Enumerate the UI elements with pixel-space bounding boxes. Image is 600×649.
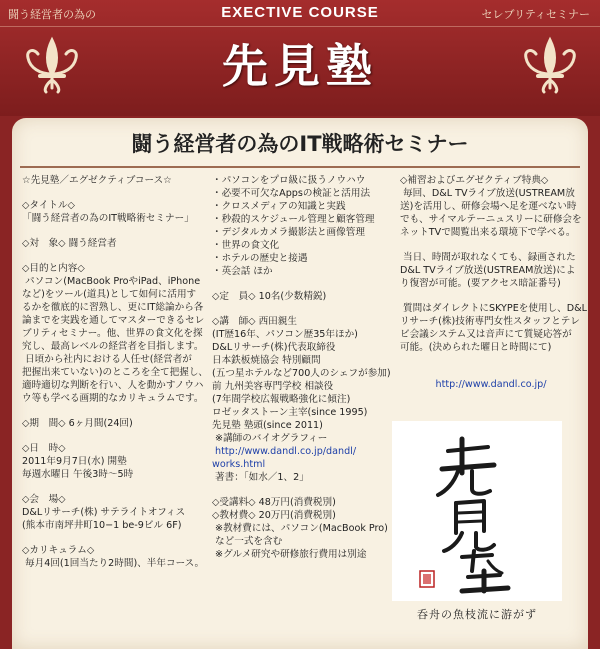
text-line: ◇会 場◇ [22, 494, 66, 505]
text-line: (7年間学校広報戦略強化に傾注) [212, 394, 351, 405]
text-line: ・デジタルカメラ撮影法と画像管理 [212, 227, 365, 238]
text-line: など一式を含む [212, 536, 283, 547]
text-line: ◇タイトル◇ [22, 200, 75, 211]
website-link[interactable]: http://www.dandl.co.jp/ [435, 379, 547, 390]
title-rule [20, 166, 580, 168]
main-title: 先見塾 [222, 39, 378, 93]
course-title: EXECTIVE COURSE [221, 4, 379, 21]
spacer [22, 250, 200, 262]
text-line: 可能。(決められた曜日と時間にて) [400, 342, 552, 353]
text-line: ☆先見塾／エグゼクティブコース☆ [22, 175, 172, 186]
text-line: ※教材費には、パソコン(MacBook Pro) [212, 523, 388, 534]
text-line: 論までを実践を通してマスターできるセレ [22, 315, 205, 326]
text-line: (熊本市南坪井町10−1 be-9ビル 6F) [22, 520, 182, 531]
text-line: ・必要不可欠なAppsの検証と活用法 [212, 188, 371, 199]
text-line: 質問はダイレクトにSKYPEを使用し、D&L [400, 303, 587, 314]
text-line: ◇講 師◇ 西田親生 [212, 316, 297, 327]
spacer [22, 187, 200, 199]
header-tagline-left: 闘う経営者の為の [8, 8, 96, 21]
biography-link[interactable]: http://www.dandl.co.jp/dandl/ [212, 446, 357, 457]
text-line: 把握出来ていない)のところを全て把握し、 [22, 367, 209, 378]
text-line: ※講師のバイオグラフィー [212, 433, 328, 444]
header-divider [0, 26, 600, 27]
text-line: 毎週水曜日 午後3時〜5時 [22, 469, 134, 480]
text-line: でも、サイマルテーニュスリーに研修会を [400, 214, 582, 225]
text-line: ※グルメ研究や研修旅行費用は別途 [212, 549, 367, 560]
text-line: ◇日 時◇ [22, 443, 66, 454]
column-right [400, 174, 587, 391]
text-line: ・英会話 ほか [212, 266, 273, 277]
spacer [22, 405, 200, 417]
text-line: ウ等も学べる画期的なカリキュラムです。 [22, 393, 204, 404]
text-line: (五つ星ホテルなど700人のシェフが参加) [212, 368, 391, 379]
text-line: (IT歴16年、パソコン歴35年ほか) [212, 329, 358, 340]
text-line: 日本鉄板焼協会 特別顧問 [212, 355, 321, 366]
text-line: るかを徹底的に習熟し、更にIT総論から各 [22, 302, 204, 313]
text-line: ◇定 員◇ 10名(少数精鋭) [212, 291, 327, 302]
text-line: ◇受講料◇ 48万円(消費税別) [212, 497, 336, 508]
column-left [22, 174, 209, 570]
text-line: 送)を活用し、研修会場へ足を運べない時 [400, 201, 577, 212]
text-line: ◇補習およびエグゼクティブ特典◇ [400, 175, 549, 186]
text-line: ・ホテルの歴史と接遇 [212, 253, 308, 264]
text-line: D&L TVライブ放送(USTREAM放送)によ [400, 265, 576, 276]
spacer [212, 303, 390, 315]
seminar-title: 闘う経営者の為のIT戦略術セミナー [131, 132, 469, 156]
spacer [22, 225, 200, 237]
text-line: ネットTVで閲覧出来る環境下で学べる。 [400, 227, 576, 238]
spacer [212, 278, 390, 290]
calligraphy-caption: 呑舟の魚枝流に游がず [417, 608, 537, 621]
text-line: ロゼッタストーン主宰(since 1995) [212, 407, 368, 418]
column-middle [212, 174, 390, 561]
text-line: 当日、時間が取れなくても、録画された [400, 252, 576, 263]
text-line: 毎回、D&L TVライブ放送(USTREAM放 [400, 188, 575, 199]
content-panel [12, 118, 588, 649]
biography-link-cont[interactable]: works.html [212, 459, 266, 470]
spacer [22, 481, 200, 493]
text-line: り復習が可能。(要アクセス暗証番号) [400, 278, 561, 289]
text-line: ビ会議システム又は音声にて質疑応答が [400, 329, 572, 340]
text-line: D&Lリサーチ(株) サテライトオフィス [22, 507, 186, 518]
text-line: 究し、最高レベルの経営者を目指します。 [22, 341, 204, 352]
text-line: ◇対 象◇ 闘う経営者 [22, 238, 117, 249]
text-line: ◇教材費◇ 20万円(消費税別) [212, 510, 336, 521]
spacer [22, 532, 200, 544]
spacer [400, 290, 582, 302]
text-line: D&Lリサーチ(株)代表取締役 [212, 342, 336, 353]
text-line: リサーチ(株)技術専門女性スタッフとテレ [400, 316, 580, 327]
text-line: 日頃から社内における人任せ(経営者が [22, 354, 192, 365]
text-line: ・世界の食文化 [212, 240, 280, 251]
text-line: ◇カリキュラム◇ [22, 545, 95, 556]
text-line: 前 九州美容専門学校 相談役 [212, 381, 334, 392]
text-line: 先見塾 塾頭(since 2011) [212, 420, 323, 431]
text-line: ブリティセミナー。他、世界の食文化を探 [22, 328, 203, 339]
text-line: ・秒殺的スケジュール管理と顧客管理 [212, 214, 375, 225]
text-line: パソコン(MacBook ProやiPad、iPhone [22, 276, 201, 287]
spacer [22, 430, 200, 442]
header-tagline-right: セレブリティセミナー [481, 8, 590, 21]
text-line: 著書：「如水／1、2」 [212, 472, 309, 483]
text-line: 2011年9月7日(水) 開塾 [22, 456, 127, 467]
text-line: 「闘う経営者の為のIT戦略術セミナー」 [22, 213, 194, 224]
text-line: ・パソコンをプロ級に扱うノウハウ [212, 175, 366, 186]
text-line: ・クロスメディアの知識と実践 [212, 201, 346, 212]
text-line: など)をツール(道具)として如何に活用す [22, 289, 197, 300]
text-line: 適時適切な判断を行い、人を動かすノウハ [22, 380, 204, 391]
text-line: ◇目的と内容◇ [22, 263, 85, 274]
spacer [212, 484, 390, 496]
calligraphy-image [392, 421, 562, 601]
text-line: 毎月4回(1回当たり2時間)、半年コース。 [22, 558, 205, 569]
spacer [400, 239, 582, 251]
header-banner [0, 0, 600, 116]
text-line: ◇期 間◇ 6ヶ月間(24回) [22, 418, 133, 429]
